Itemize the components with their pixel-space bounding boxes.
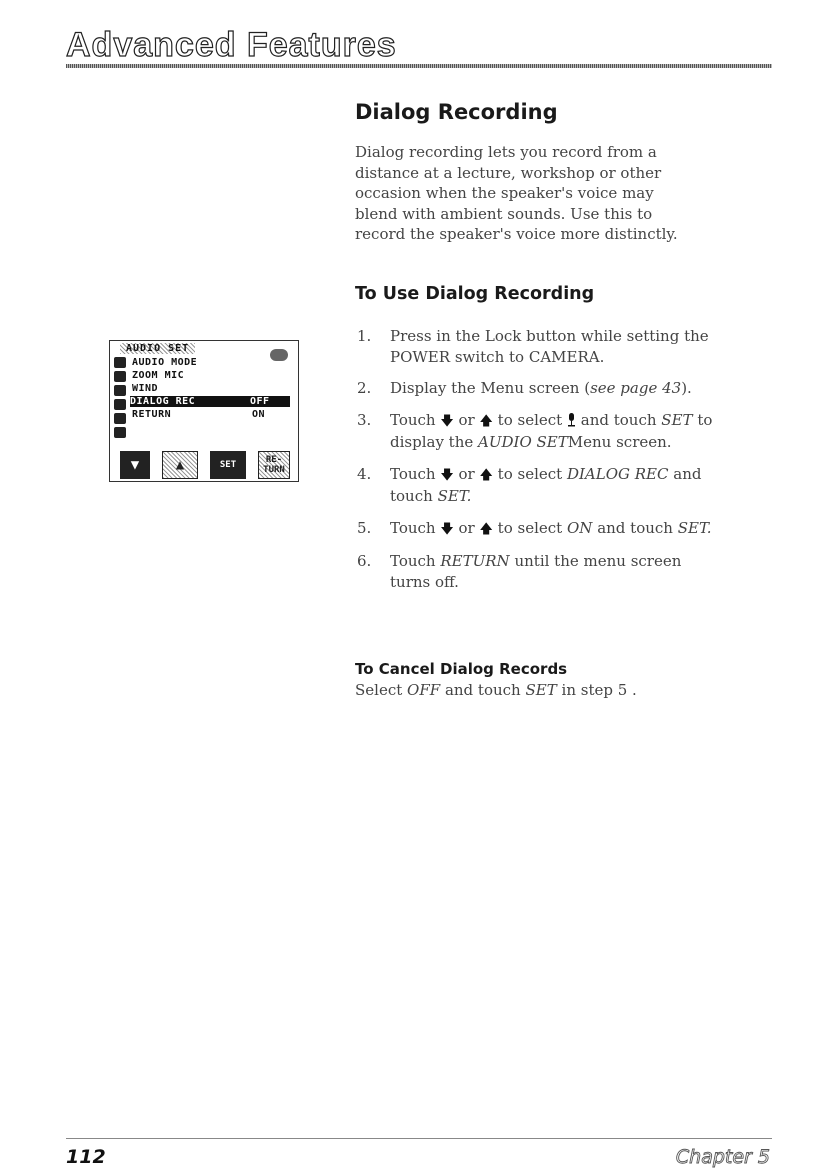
- lcd-down-button: [120, 451, 150, 479]
- intro-paragraph: Dialog recording lets you record from a distance at a lecture, workshop or other occasion when the speaker's voice may blend with ambient sounds. Use this to record the speaker's voice more distinctly.: [355, 143, 678, 243]
- lcd-row-zoom-mic: ZOOM MIC: [132, 370, 185, 381]
- chapter-label: Chapter 5: [675, 1146, 770, 1168]
- step-text: or: [458, 410, 475, 429]
- step-text: and touch: [580, 410, 657, 429]
- lcd-row-return: [132, 409, 266, 420]
- lcd-category-icons: [114, 357, 128, 441]
- settings-icon: [114, 413, 126, 424]
- step-3: [355, 410, 725, 453]
- step-text: or: [458, 464, 475, 483]
- section-header-title: Advanced Features: [66, 26, 397, 64]
- step-text: until the menu screen turns off.: [390, 552, 682, 591]
- step-6: [355, 551, 725, 592]
- step-text: and touch: [390, 464, 702, 505]
- cancel-heading: To Cancel Dialog Records: [355, 660, 568, 678]
- tape-icon: [114, 399, 126, 410]
- up-arrow-icon: 🡅: [479, 467, 493, 483]
- lcd-row-wind: WIND: [132, 383, 159, 394]
- step-number: 3.: [357, 410, 372, 429]
- menu-item-name: RETURN: [440, 552, 510, 570]
- microphone-icon: [114, 371, 126, 382]
- menu-item-name: ON: [566, 518, 593, 537]
- set-label: SET: [525, 681, 557, 699]
- step-number: 5.: [357, 518, 372, 537]
- page-reference: see page 43: [590, 379, 682, 397]
- lcd-dialog-value: OFF: [250, 396, 270, 407]
- up-arrow-icon: 🡅: [479, 521, 493, 537]
- step-number: 4.: [357, 464, 372, 483]
- step-text: ).: [681, 379, 692, 397]
- cancel-text-part: in step 5 .: [561, 681, 637, 699]
- lcd-return-button: [258, 451, 290, 479]
- lcd-row-dialog-rec: [130, 396, 290, 407]
- cancel-text-part: and touch: [444, 681, 521, 699]
- step-text: to display the: [390, 410, 713, 451]
- footer-rule: [66, 1138, 772, 1139]
- lcd-menu-screen: [109, 340, 299, 482]
- microphone-icon: [567, 413, 576, 427]
- step-1: [355, 326, 725, 367]
- lcd-set-button: SET: [210, 451, 246, 479]
- page-title: Dialog Recording: [355, 100, 558, 124]
- lcd-return-label: TURN: [263, 465, 285, 475]
- step-number: 1.: [357, 327, 372, 345]
- step-text: Display the Menu screen (: [390, 379, 591, 397]
- step-text: to select: [497, 464, 563, 483]
- set-label: SET: [661, 410, 693, 429]
- lcd-title: AUDIO SET: [120, 343, 195, 354]
- step-text: Press in the Lock button while setting the POWER switch to CAMERA.: [390, 327, 709, 366]
- camera-icon: [114, 357, 126, 368]
- set-label: SET.: [677, 518, 712, 537]
- clock-icon: [114, 427, 126, 438]
- page-number: 112: [66, 1146, 106, 1168]
- up-arrow-icon: 🡅: [479, 413, 493, 429]
- lcd-row-return-label: RETURN: [132, 409, 172, 420]
- step-2: [355, 378, 725, 399]
- down-arrow-icon: 🡇: [440, 467, 454, 483]
- step-text: Touch: [390, 518, 436, 537]
- step-number: 6.: [357, 552, 372, 570]
- step-text: Touch: [390, 410, 436, 429]
- step-text: to select: [497, 410, 563, 429]
- steps-list: [355, 326, 725, 603]
- set-label: SET.: [437, 487, 472, 505]
- lcd-return-value: ON: [252, 409, 266, 420]
- step-text: to select: [497, 518, 563, 537]
- step-text: and touch: [597, 518, 673, 537]
- step-text: or: [458, 518, 475, 537]
- off-label: OFF: [407, 681, 441, 699]
- use-heading: To Use Dialog Recording: [355, 284, 595, 304]
- step-text: Touch: [390, 464, 436, 483]
- cancel-text-part: Select: [355, 681, 403, 699]
- lcd-row-dialog-rec-label: DIALOG REC: [130, 396, 196, 407]
- menu-name: AUDIO SET: [478, 433, 568, 451]
- step-number: 2.: [357, 379, 372, 397]
- step-text: Menu screen.: [567, 433, 672, 451]
- header-rule: [66, 64, 772, 68]
- step-text: Touch: [390, 552, 436, 570]
- display-icon: [114, 385, 126, 396]
- down-arrow-icon: 🡇: [440, 521, 454, 537]
- down-arrow-icon: 🡇: [440, 413, 454, 429]
- menu-item-name: DIALOG REC: [566, 464, 669, 483]
- cancel-text: [355, 681, 637, 699]
- up-arrow-icon: ▲: [175, 457, 185, 473]
- lcd-up-button: [162, 451, 198, 479]
- step-5: [355, 518, 725, 541]
- step-4: [355, 464, 725, 507]
- lcd-row-audio-mode: AUDIO MODE: [132, 357, 198, 368]
- microphone-icon: [270, 349, 288, 361]
- down-arrow-icon: ▼: [130, 457, 140, 473]
- lcd-return-label: RE-: [265, 455, 283, 465]
